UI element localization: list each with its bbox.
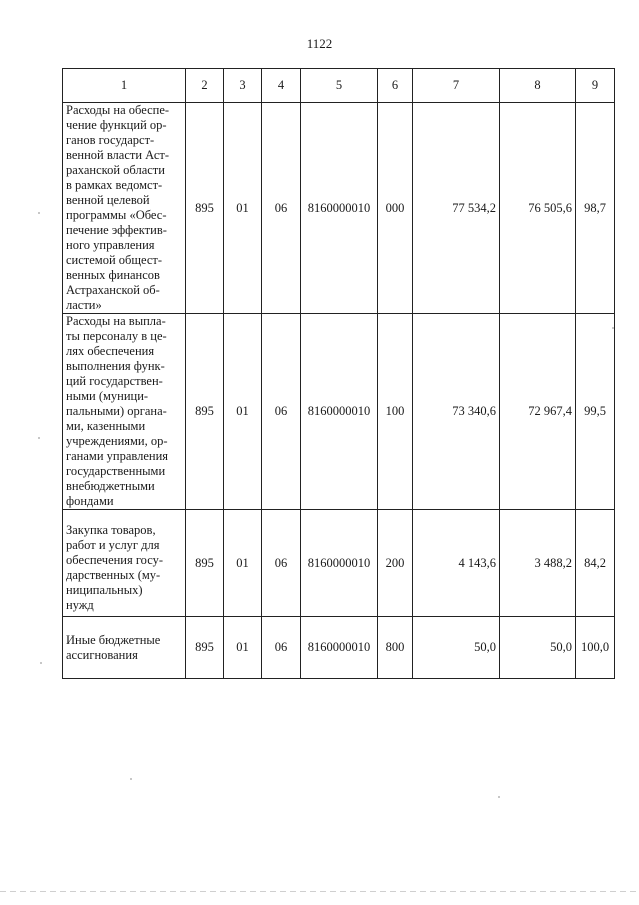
- row-description: Иные бюджетные ассигнования: [63, 617, 186, 679]
- row-code-expense-type: 100: [378, 314, 413, 510]
- row-code-section: 01: [224, 510, 262, 617]
- scan-speck: [38, 437, 40, 439]
- scan-speck: [38, 212, 40, 214]
- table-row: [63, 103, 615, 314]
- row-code-target: 8160000010: [301, 314, 378, 510]
- header-col-9: 9: [576, 69, 615, 103]
- row-planned-amount: 4 143,6: [413, 510, 500, 617]
- row-code-department: 895: [186, 103, 224, 314]
- row-code-section: 01: [224, 617, 262, 679]
- row-description: Расходы на обеспе- чение функций ор- ганов государст- венной власти Аст- раханской области в рамках ведомст- венной целевой программы «Обес- печение эффектив- ного управления системой общест- венных финансов Астраханской об- ласти»: [63, 103, 186, 314]
- row-code-target: 8160000010: [301, 510, 378, 617]
- row-code-section: 01: [224, 103, 262, 314]
- header-col-7: 7: [413, 69, 500, 103]
- row-code-section: 01: [224, 314, 262, 510]
- table-row: [63, 617, 615, 679]
- budget-table: [62, 68, 615, 679]
- row-code-subsection: 06: [262, 314, 301, 510]
- row-code-department: 895: [186, 510, 224, 617]
- header-col-5: 5: [301, 69, 378, 103]
- header-col-2: 2: [186, 69, 224, 103]
- header-col-4: 4: [262, 69, 301, 103]
- scan-edge-line: [0, 891, 639, 892]
- header-col-1: 1: [63, 69, 186, 103]
- row-code-subsection: 06: [262, 103, 301, 314]
- header-col-8: 8: [500, 69, 576, 103]
- scan-speck: [612, 327, 614, 329]
- row-code-target: 8160000010: [301, 103, 378, 314]
- row-planned-amount: 73 340,6: [413, 314, 500, 510]
- table-row: [63, 510, 615, 617]
- row-actual-amount: 72 967,4: [500, 314, 576, 510]
- row-code-target: 8160000010: [301, 617, 378, 679]
- row-code-subsection: 06: [262, 510, 301, 617]
- table-row: [63, 314, 615, 510]
- page-number: 1122: [306, 36, 333, 51]
- scan-speck: [40, 662, 42, 664]
- row-planned-amount: 77 534,2: [413, 103, 500, 314]
- scan-speck: [498, 796, 500, 798]
- row-percent: 84,2: [576, 510, 615, 617]
- row-code-expense-type: 800: [378, 617, 413, 679]
- row-percent: 98,7: [576, 103, 615, 314]
- row-code-subsection: 06: [262, 617, 301, 679]
- row-description: Закупка товаров, работ и услуг для обеспечения госу- дарственных (му- ниципальных) нужд: [63, 510, 186, 617]
- row-percent: 100,0: [576, 617, 615, 679]
- row-code-expense-type: 000: [378, 103, 413, 314]
- row-description: Расходы на выпла- ты персоналу в це- лях обеспечения выполнения функ- ций государствен- ными (муници- пальными) органа- ми, казенными учреждениями, ор- ганами управления государственными внебюджетными фондами: [63, 314, 186, 510]
- row-code-department: 895: [186, 617, 224, 679]
- header-col-3: 3: [224, 69, 262, 103]
- row-percent: 99,5: [576, 314, 615, 510]
- row-actual-amount: 3 488,2: [500, 510, 576, 617]
- row-code-department: 895: [186, 314, 224, 510]
- header-col-6: 6: [378, 69, 413, 103]
- scan-speck: [130, 778, 132, 780]
- row-actual-amount: 76 505,6: [500, 103, 576, 314]
- row-planned-amount: 50,0: [413, 617, 500, 679]
- table-header-row: [63, 69, 615, 103]
- row-actual-amount: 50,0: [500, 617, 576, 679]
- row-code-expense-type: 200: [378, 510, 413, 617]
